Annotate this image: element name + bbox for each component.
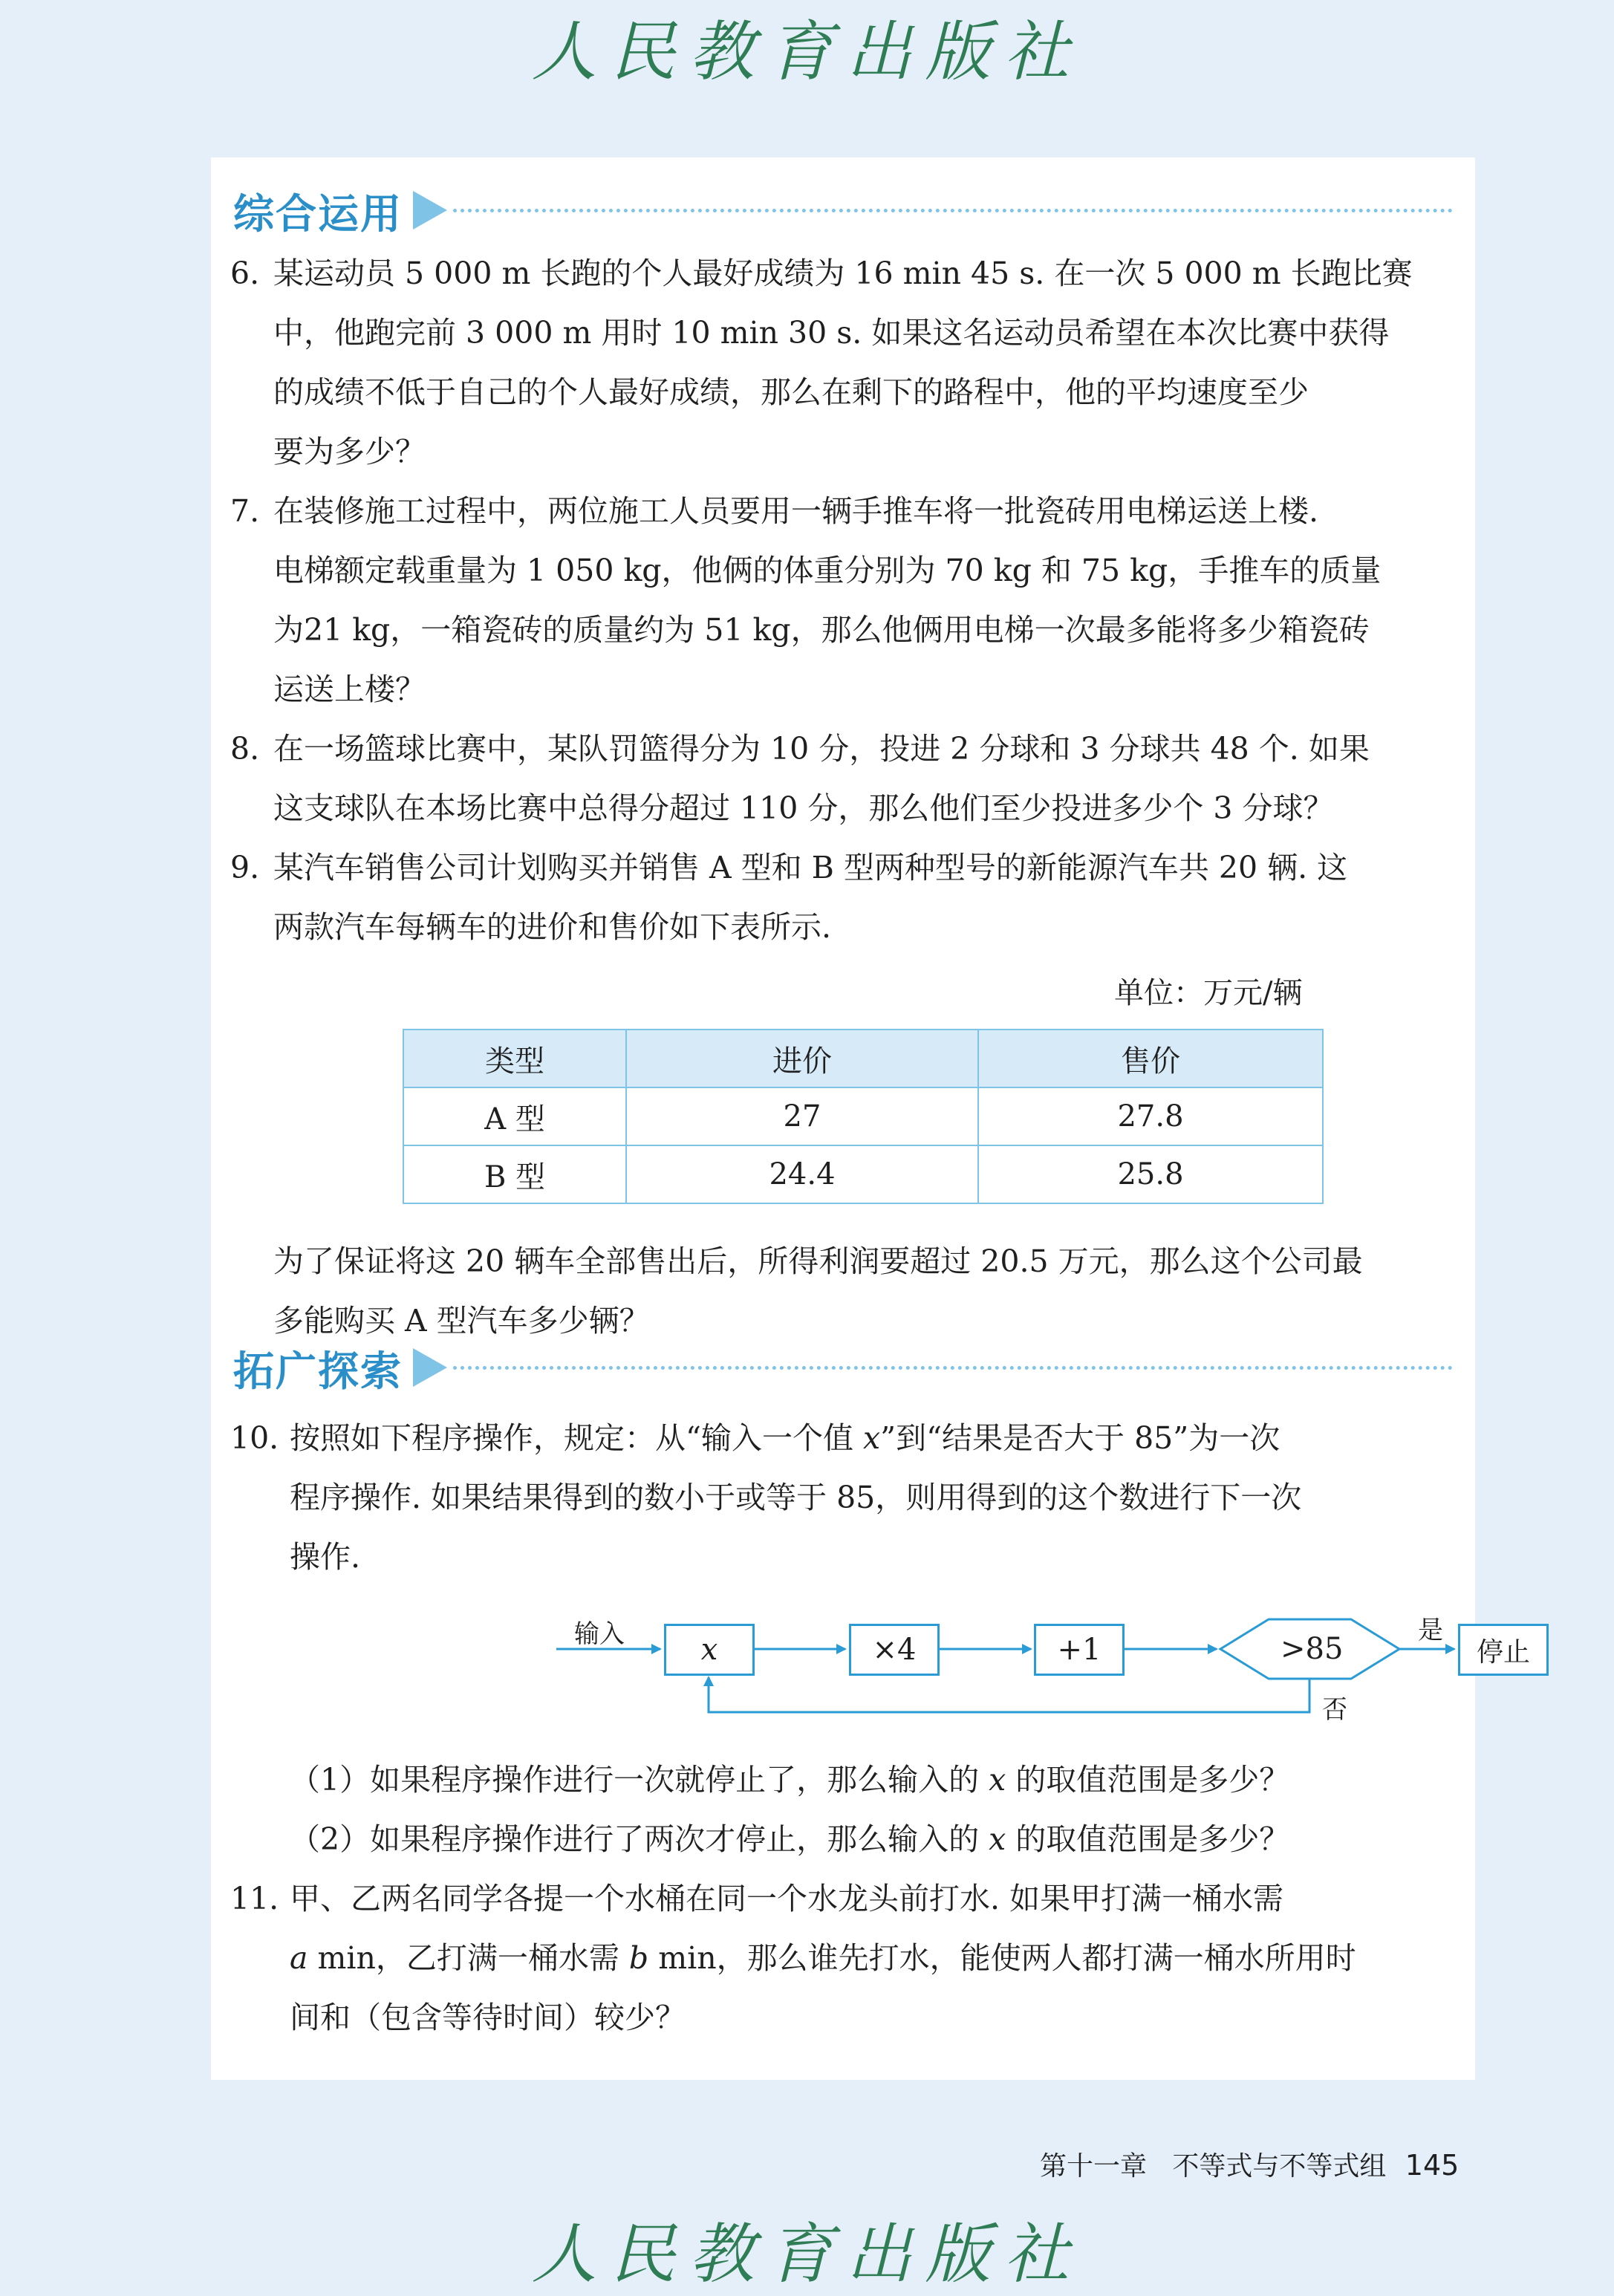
table-cell: A 型 bbox=[403, 1087, 626, 1145]
table-header: 类型 bbox=[403, 1030, 626, 1087]
problem-text: 这支球队在本场比赛中总得分超过 110 分，那么他们至少投进多少个 3 分球？ bbox=[273, 790, 1334, 826]
question-1: （1）如果程序操作进行一次就停止了，那么输入的 x 的取值范围是多少？ bbox=[290, 1762, 1290, 1798]
flow-box-stop: 停止 bbox=[1458, 1624, 1549, 1676]
flowchart-arrows bbox=[345, 1591, 1563, 1732]
variable-b: b bbox=[628, 1940, 649, 1976]
table-cell: 24.4 bbox=[626, 1145, 978, 1203]
table-unit: 单位：万元/辆 bbox=[1114, 976, 1303, 1010]
variable-x: x bbox=[989, 1762, 1006, 1798]
chapter-title: 第十一章 不等式与不等式组 bbox=[1040, 2151, 1387, 2182]
table-cell: B 型 bbox=[403, 1145, 626, 1203]
section-title: 拓广探索 bbox=[233, 1347, 403, 1395]
variable-a: a bbox=[290, 1940, 308, 1976]
problem-text: 两款汽车每辆车的进价和售价如下表所示. bbox=[273, 909, 832, 945]
problem-number: 11. bbox=[230, 1881, 279, 1916]
table-cell: 25.8 bbox=[978, 1145, 1323, 1203]
section-header-extension bbox=[233, 1341, 1453, 1393]
variable-x: x bbox=[863, 1420, 881, 1456]
flow-input-label: 输入 bbox=[574, 1619, 625, 1649]
problem-text: 某汽车销售公司计划购买并销售 A 型和 B 型两种型号的新能源汽车共 20 辆. 这 bbox=[273, 850, 1348, 885]
problem-text: 要为多少？ bbox=[273, 434, 426, 469]
flow-box-plus-1: +1 bbox=[1034, 1624, 1125, 1676]
problem-number: 8. bbox=[230, 731, 260, 767]
flow-no-label: 否 bbox=[1322, 1695, 1347, 1725]
problem-text: a min，乙打满一桶水需 b min，那么谁先打水，能使两人都打满一桶水所用时 bbox=[290, 1940, 1356, 1976]
table-row bbox=[403, 1145, 1323, 1203]
table-header: 售价 bbox=[978, 1030, 1323, 1087]
problem-text: 电梯额定载重量为 1 050 kg，他俩的体重分别为 70 kg 和 75 kg，手推车的质量 bbox=[273, 553, 1382, 588]
question-2: （2）如果程序操作进行了两次才停止，那么输入的 x 的取值范围是多少？ bbox=[290, 1821, 1290, 1857]
price-table bbox=[403, 1029, 1324, 1204]
table-cell: 27 bbox=[626, 1087, 978, 1145]
problem-number: 6. bbox=[230, 256, 260, 291]
problem-number: 7. bbox=[230, 493, 260, 529]
dotted-rule bbox=[453, 209, 1453, 212]
flow-yes-label: 是 bbox=[1418, 1616, 1443, 1645]
problem-text: 运送上楼？ bbox=[273, 671, 426, 707]
problem-number: 9. bbox=[230, 850, 260, 885]
flow-decision-label: >85 bbox=[1281, 1632, 1344, 1666]
dotted-rule bbox=[453, 1366, 1453, 1370]
section-title: 综合运用 bbox=[233, 189, 403, 238]
problem-text: 甲、乙两名同学各提一个水桶在同一个水龙头前打水. 如果甲打满一桶水需 bbox=[290, 1881, 1284, 1916]
variable-x: x bbox=[989, 1821, 1006, 1857]
problem-text: 间和（包含等待时间）较少？ bbox=[290, 2000, 686, 2035]
chapter-footer bbox=[1040, 2145, 1459, 2183]
problem-text: 某运动员 5 000 m 长跑的个人最好成绩为 16 min 45 s. 在一次 5 000 m 长跑比赛 bbox=[273, 256, 1413, 291]
problem-text: 在装修施工过程中，两位施工人员要用一辆手推车将一批瓷砖用电梯运送上楼. bbox=[273, 493, 1319, 529]
problem-text: 为21 kg，一箱瓷砖的质量约为 51 kg，那么他俩用电梯一次最多能将多少箱瓷砖 bbox=[273, 612, 1370, 648]
table-cell: 27.8 bbox=[978, 1087, 1323, 1145]
table-header: 进价 bbox=[626, 1030, 978, 1087]
page-number: 145 bbox=[1405, 2149, 1460, 2182]
problem-text: 多能购买 A 型汽车多少辆？ bbox=[273, 1303, 650, 1339]
problem-text: 按照如下程序操作，规定：从“输入一个值 x”到“结果是否大于 85”为一次 bbox=[290, 1420, 1281, 1456]
triangle-icon bbox=[413, 1348, 447, 1387]
flow-box-times-4: ×4 bbox=[849, 1624, 940, 1676]
table-header-row bbox=[403, 1030, 1323, 1087]
section-header-comprehensive bbox=[233, 184, 1453, 236]
flow-box-x: x bbox=[664, 1624, 755, 1676]
exercise-card bbox=[211, 157, 1530, 2080]
problem-text: 操作. bbox=[290, 1539, 361, 1575]
problem-text: 程序操作. 如果结果得到的数小于或等于 85，则用得到的这个数进行下一次 bbox=[290, 1480, 1302, 1515]
publisher-watermark-bottom: 人民教育出版社 bbox=[531, 2216, 1083, 2292]
problem-text: 的成绩不低于自己的个人最好成绩，那么在剩下的路程中，他的平均速度至少 bbox=[273, 374, 1309, 410]
publisher-watermark-top: 人民教育出版社 bbox=[531, 13, 1083, 90]
table-row bbox=[403, 1087, 1323, 1145]
problem-text: 为了保证将这 20 辆车全部售出后，所得利润要超过 20.5 万元，那么这个公司最 bbox=[273, 1243, 1363, 1279]
problem-number: 10. bbox=[230, 1420, 279, 1456]
problem-text: 中，他跑完前 3 000 m 用时 10 min 30 s. 如果这名运动员希望在本次比赛中获得 bbox=[273, 315, 1390, 351]
problem-text: 在一场篮球比赛中，某队罚篮得分为 10 分，投进 2 分球和 3 分球共 48 个. 如果 bbox=[273, 731, 1370, 767]
triangle-icon bbox=[413, 191, 447, 230]
